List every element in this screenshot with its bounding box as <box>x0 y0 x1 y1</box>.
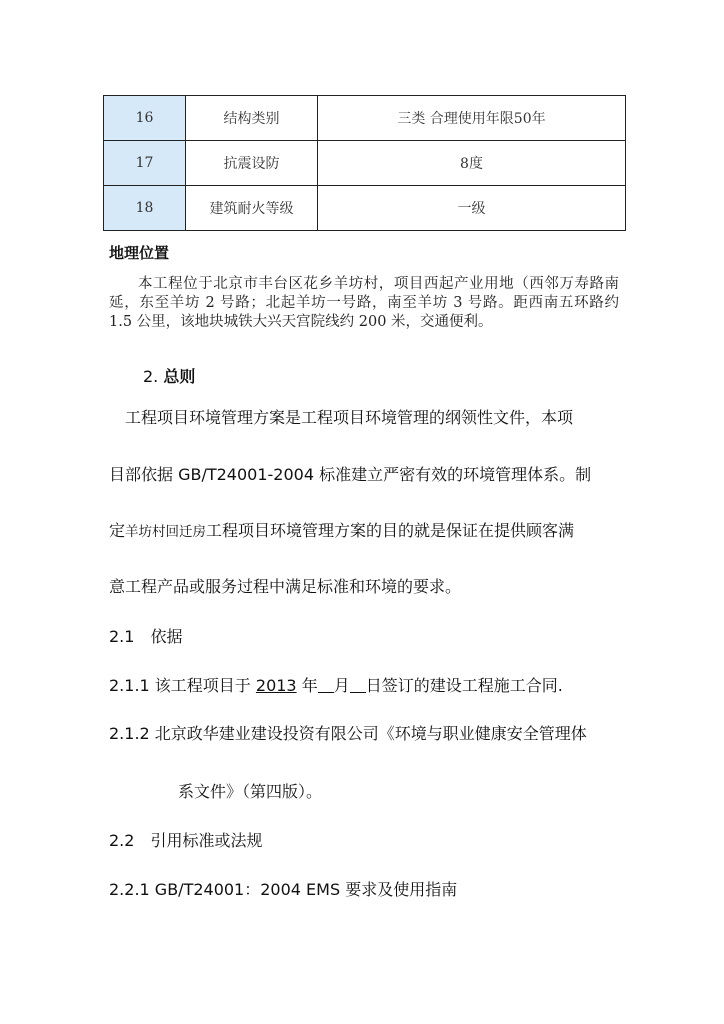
month-label: 月 <box>333 676 350 695</box>
section-2-1-2-line-2: 系文件》（第四版）。 <box>178 782 323 801</box>
section-2-1-2-line-1: 2.1.2 北京政华建业建设投资有限公司《环境与职业健康安全管理体 <box>109 724 587 743</box>
overview-line-1: 工程项目环境管理方案是工程项目环境管理的纲领性文件，本项 <box>125 408 574 427</box>
month-blank <box>318 676 334 693</box>
location-heading: 地理位置 <box>109 244 170 262</box>
row-number: 16 <box>104 96 186 141</box>
location-paragraph: 本工程位于北京市丰台区花乡羊坊村，项目西起产业用地（西邻万寿路南延，东至羊坊 2 号路；北起羊坊一号路，南至羊坊 3 号路。距西南五环路约 1.5 公里，该地块城铁大兴天宫院线约 200 米，交通便利。 <box>109 276 619 330</box>
contract-year: 2013 <box>255 676 297 695</box>
table-row <box>104 141 626 186</box>
day-label: 日签订的建设工程施工合同. <box>365 676 563 695</box>
row-value: 一级 <box>318 186 626 231</box>
row-item: 结构类别 <box>186 96 318 141</box>
row-number: 17 <box>104 141 186 186</box>
day-blank <box>350 676 366 693</box>
table-row <box>104 186 626 231</box>
table-row <box>104 96 626 141</box>
overview-line-2: 目部依据 GB/T24001-2004 标准建立严密有效的环境管理体系。制 <box>109 465 592 484</box>
specification-table <box>103 95 626 231</box>
clause-prefix: 2.1.1 该工程项目于 <box>109 676 256 695</box>
overview-rest: 工程项目环境管理方案的目的就是保证在提供顾客满 <box>206 521 575 540</box>
section-title: 总则 <box>163 367 196 386</box>
row-value: 三类 合理使用年限50年 <box>318 96 626 141</box>
row-item: 抗震设防 <box>186 141 318 186</box>
overview-line-3 <box>109 518 574 541</box>
section-2-1-1 <box>109 673 563 696</box>
section-2-2-heading: 2.2 引用标准或法规 <box>109 831 263 850</box>
project-name: 羊坊村回迁房 <box>125 524 207 540</box>
overview-line-4: 意工程产品或服务过程中满足标准和环境的要求。 <box>109 577 462 596</box>
section-number: 2. <box>143 367 159 386</box>
row-value: 8度 <box>318 141 626 186</box>
row-number: 18 <box>104 186 186 231</box>
section-2-heading <box>143 364 195 387</box>
overview-prefix: 定 <box>109 521 126 540</box>
year-suffix: 年 <box>296 676 318 695</box>
section-2-2-1: 2.2.1 GB/T24001：2004 EMS 要求及使用指南 <box>109 880 458 899</box>
section-2-1-heading: 2.1 依据 <box>109 627 183 646</box>
row-item: 建筑耐火等级 <box>186 186 318 231</box>
